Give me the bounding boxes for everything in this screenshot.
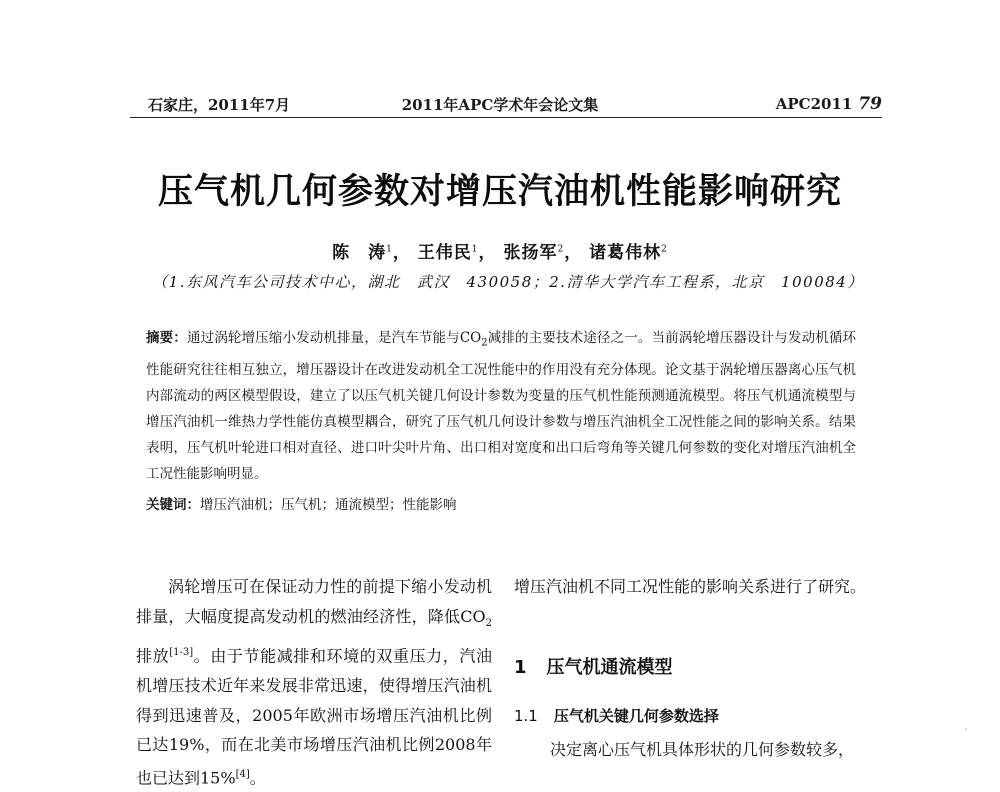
body-text: 涡轮增压可在保证动力性的前提下缩小发动机排量，大幅度提高发动机的燃油经济性，降低CO — [136, 577, 492, 626]
author-affiliation-mark: 2 — [661, 244, 668, 255]
keywords-text: 增压汽油机；压气机；通流模型；性能影响 — [200, 497, 457, 513]
abstract-text: 减排的主要技术途径之一。当前涡轮增压器设计与发动机循环性能研究往往相互独立，增压器设计在改进发动机全工况性能中的作用没有充分体现。论文基于涡轮增压器离心压气机内部流动的两区模型假设，建立了以压气机关键几何设计参数为变量的压气机性能预测通流模型。将压气机通流模型与增压汽油机一维热力学性能仿真模型耦合，研究了压气机几何设计参数与增压汽油机全工况性能之间的影响关系。结果表明，压气机叶轮进口相对直径、进口叶尖叶片角、出口相对宽度和出口后弯角等关键几何参数的变化对增压汽油机全工况性能影响明显。 — [146, 330, 857, 482]
subsection-number: 1.1 — [514, 707, 538, 725]
author-affiliation-mark: 2 — [557, 244, 565, 255]
running-header-right — [776, 94, 882, 114]
page-number: 79 — [858, 94, 882, 114]
header-rule — [130, 117, 882, 118]
abstract-text: 通过涡轮增压缩小发动机排量，是汽车节能与CO — [186, 330, 482, 346]
body-text: 排放 — [136, 646, 170, 666]
body-right-continuation: 增压汽油机不同工况性能的影响关系进行了研究。 — [514, 577, 867, 596]
section-title: 压气机通流模型 — [546, 657, 673, 678]
author-name: 诸葛伟林 — [589, 243, 662, 263]
author-name: 陈 涛 — [332, 243, 387, 263]
abstract-label: 摘要： — [146, 330, 187, 346]
subsection-heading — [514, 705, 719, 726]
author-affiliation-mark: 1 — [471, 244, 479, 255]
author-name: 王伟民 — [417, 243, 472, 263]
keywords-label: 关键词： — [146, 497, 200, 513]
paper-title: 压气机几何参数对增压汽油机性能影响研究 — [157, 172, 842, 212]
citation-ref: [4] — [235, 768, 250, 780]
body-text: 。由于节能减排和环境的双重压力，汽油机增压技术近年来发展非常迅速，使得增压汽油机得到迅速普及，2005年欧洲市场增压汽油机比例已达19%，而在北美市场增压汽油机比例2008年也已达到15% — [136, 646, 492, 787]
abstract — [146, 325, 856, 487]
author-name: 张扬军 — [503, 243, 558, 263]
body-right-paragraph: 决定离心压气机具体形状的几何参数较多， — [550, 740, 855, 759]
running-header-left: 石家庄，2011年7月 — [148, 96, 291, 114]
scan-artifact-dot: · — [965, 725, 968, 734]
body-left-column — [136, 572, 492, 792]
author-list: 陈 涛$^1$， 王伟民$^1$， 张扬军$^2$， 诸葛伟林$^2$ — [332, 243, 668, 263]
body-text: 。 — [249, 767, 266, 787]
subsection-title: 压气机关键几何参数选择 — [553, 707, 719, 725]
running-header-center: 2011年APC学术年会论文集 — [401, 96, 599, 114]
subscript: 2 — [485, 617, 492, 629]
affiliations: （1.东风汽车公司技术中心，湖北 武汉 430058；2.清华大学汽车工程系，北京 100084） — [152, 273, 864, 291]
section-number: 1 — [514, 657, 527, 678]
keywords — [146, 494, 856, 516]
citation-ref: [1-3] — [169, 647, 194, 659]
section-heading — [514, 653, 673, 679]
conference-label: APC2011 — [775, 95, 853, 113]
subscript: 2 — [481, 337, 488, 349]
author-affiliation-mark: 1 — [386, 244, 393, 255]
